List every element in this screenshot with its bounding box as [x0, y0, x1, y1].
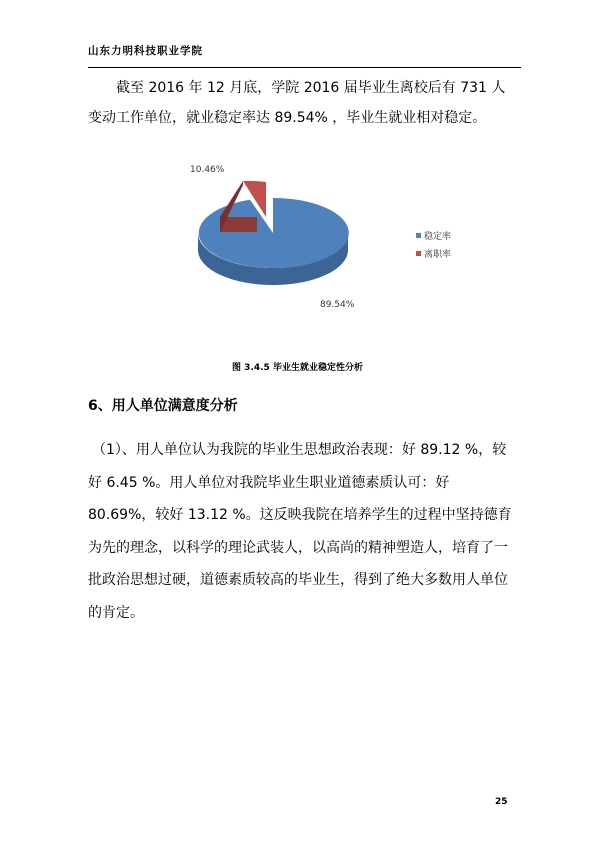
- legend-label-stable: 稳定率: [424, 232, 452, 242]
- data-label-stable: 89.54%: [320, 300, 355, 310]
- legend-label-leave: 离职率: [424, 250, 452, 260]
- legend-swatch-leave: [416, 251, 421, 256]
- section-heading: 6、用人单位满意度分析: [88, 398, 238, 414]
- header-divider: [88, 67, 521, 68]
- pie-slice-stable: [199, 198, 349, 268]
- legend-swatch-stable: [416, 233, 421, 238]
- figure-caption: 图 3.4.5 毕业生就业稳定性分析: [232, 363, 363, 373]
- paragraph-employer-satisfaction: （1）、用人单位认为我院的毕业生思想政治表现：好 89.12 %，较好 6.45 %。用人单位对我院毕业生职业道德素质认可：好 80.69%，较好 13.12 %。这反映我院在培养学生的过程中坚持德育为先的理念，以科学的理论武装人，以高尚的精神塑造人，培育了一批政治思想过硬，道德素质较高的毕业生，得到了绝大多数用人单位的肯定。: [88, 442, 512, 621]
- paragraph-employment-stability: 截至 2016 年 12 月底，学院 2016 届毕业生离校后有 731 人变动工作单位，就业稳定率达 89.54% ，毕业生就业相对稳定。: [88, 80, 506, 126]
- data-label-leave: 10.46%: [190, 165, 225, 175]
- page-header-title: 山东力明科技职业学院: [88, 45, 203, 57]
- stability-pie-chart: [180, 155, 470, 325]
- page-number: 25: [495, 797, 508, 807]
